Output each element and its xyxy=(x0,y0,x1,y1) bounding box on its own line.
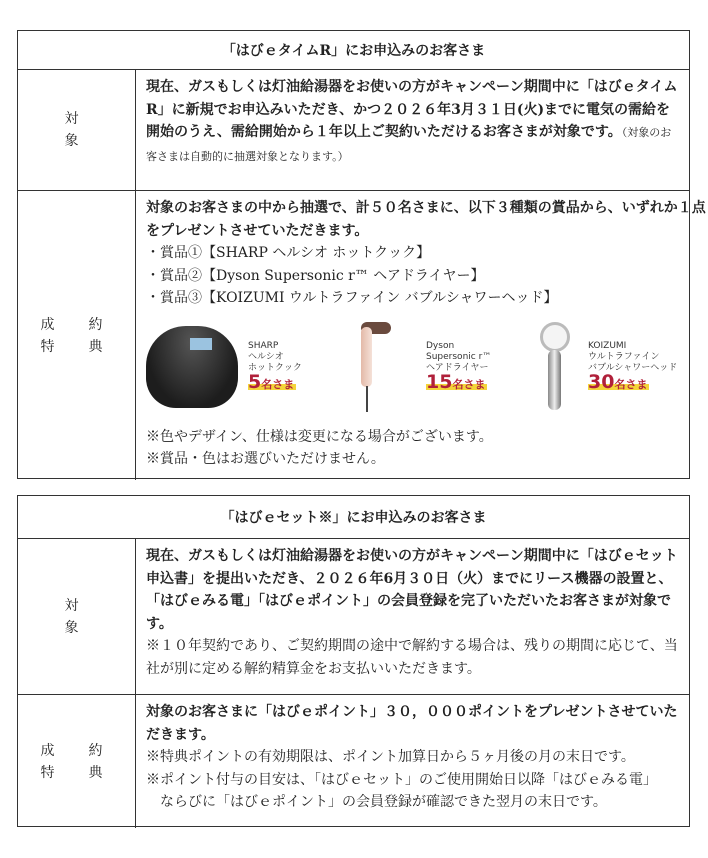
prize-count xyxy=(588,371,649,393)
prize-name: Supersonic r™ xyxy=(426,352,492,362)
prize-item: ・賞品③【KOIZUMI ウルトラファイン バブルシャワーヘッド】 xyxy=(146,290,558,306)
prize-name: ヘルシオ xyxy=(248,352,284,362)
prize-count xyxy=(248,371,296,393)
benefit-intro: 対象のお客さまに「はびｅポイント」３０，０００ポイントをプレゼントさせていただきます。 xyxy=(146,704,678,743)
prize-name: ウルトラファイン xyxy=(588,352,660,362)
label-text: 対 xyxy=(64,597,89,614)
benefit-row xyxy=(18,191,706,480)
benefit-intro: 対象のお客さまの中から抽選で、計５０名さまに、以下３種類の賞品から、いずれか１点をプレゼントさせていただきます。 xyxy=(146,200,706,239)
target-text: 現在、ガスもしくは灯油給湯器をお使いの方がキャンペーン期間中に「はびｅセット申込書」を提出いただき、２０２６年6月３０日（火）までにリース機器の設置と、「はびｅみる電」「はびｅポイント」の会員登録を完了いただいたお客さまが対象です。 xyxy=(146,548,678,632)
prize-images xyxy=(146,312,708,422)
cooker-image xyxy=(146,326,238,408)
prize-name: ヘアドライヤー xyxy=(426,363,489,373)
target-note: （対象のお客さまは自動的に抽選対象となります。） xyxy=(146,126,672,163)
campaign-table-set xyxy=(17,495,690,827)
label-text: 成 約 xyxy=(40,742,113,759)
benefit-cell xyxy=(136,695,689,828)
target-row xyxy=(18,70,689,191)
label-text: 象 xyxy=(64,619,89,636)
note: ※特典ポイントの有効期限は、ポイント加算日から５ヶ月後の月の末日です。 xyxy=(146,749,635,765)
target-row xyxy=(18,539,689,695)
count-number: 30 xyxy=(588,371,615,393)
table-header: 「はびｅセット※」にお申込みのお客さま xyxy=(18,496,689,539)
benefit-row xyxy=(18,695,689,828)
prize-item: ・賞品①【SHARP ヘルシオ ホットクック】 xyxy=(146,245,431,261)
showerhead-image xyxy=(536,322,576,412)
label-text: 対 xyxy=(64,111,89,127)
note: ※賞品・色はお選びいただけません。 xyxy=(146,451,385,467)
benefit-cell xyxy=(136,191,708,480)
row-label xyxy=(18,191,136,480)
count-unit: 名さま xyxy=(261,378,295,391)
target-text: 現在、ガスもしくは灯油給湯器をお使いの方がキャンペーン期間中に「はびｅタイムR」に新規でお申込みいただき、かつ２０２６年3月３１日(火)までに電気の需給を開始のうえ、需給開始から１年以上ご契約いただけるお客さまが対象です。 xyxy=(146,79,678,140)
prize-brand: KOIZUMI xyxy=(588,341,627,351)
prize-brand: Dyson xyxy=(426,341,455,351)
count-number: 5 xyxy=(248,371,262,393)
prize-koizumi xyxy=(526,322,708,412)
label-text: 特 典 xyxy=(40,338,113,355)
target-cell xyxy=(136,539,689,694)
count-unit: 名さま xyxy=(614,378,648,391)
row-label xyxy=(18,70,136,190)
note: ならびに「はびｅポイント」の会員登録が確認できた翌月の末日です。 xyxy=(146,794,607,810)
prize-count xyxy=(426,371,487,393)
target-cell xyxy=(136,70,689,190)
prize-name: ホットクック xyxy=(248,363,302,373)
note: ※色やデザイン、仕様は変更になる場合がございます。 xyxy=(146,428,493,445)
label-text: 成 約 xyxy=(40,316,113,333)
label-text: 象 xyxy=(64,133,89,149)
prize-brand: SHARP xyxy=(248,341,279,351)
count-number: 15 xyxy=(426,371,453,393)
prize-sharp xyxy=(146,326,336,408)
count-unit: 名さま xyxy=(452,378,486,391)
label-text: 特 典 xyxy=(40,764,113,781)
note: ※ポイント付与の目安は、「はびｅセット」のご使用開始日以降「はびｅみる電」 xyxy=(146,771,657,788)
row-label xyxy=(18,695,136,828)
row-label xyxy=(18,539,136,694)
prize-item: ・賞品②【Dyson Supersonic r™ ヘアドライヤー】 xyxy=(146,267,485,284)
prize-name: バブルシャワーヘッド xyxy=(588,363,678,373)
prize-dyson xyxy=(336,322,526,412)
target-note: ※１０年契約であり、ご契約期間の途中で解約する場合は、残りの期間に応じて、当社が別に定める解約精算金をお支払いいただきます。 xyxy=(146,638,678,677)
table-header: 「はびｅタイムR」にお申込みのお客さま xyxy=(18,31,689,70)
campaign-table-time-r xyxy=(17,30,706,479)
dryer-image xyxy=(361,322,406,412)
